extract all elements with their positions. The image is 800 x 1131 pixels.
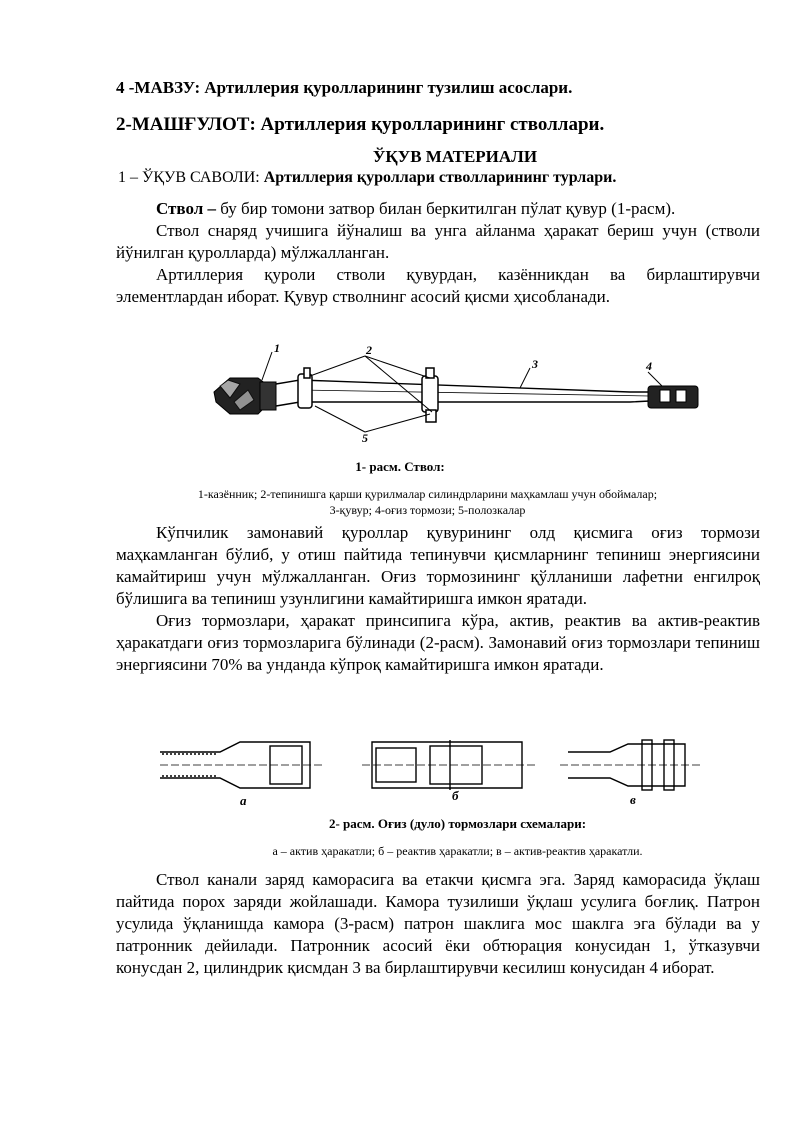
scheme-a [160, 742, 325, 788]
section-3 [116, 869, 760, 979]
recoil-clamps [298, 368, 438, 422]
barrel-tube [276, 380, 670, 406]
paragraph: Кўпчилик замонавий қуроллар қувурининг олд қисмига оғиз тормози маҳкамланган бўлиб, у отиш пайтида тепинувчи қисмларнинг тепиниш энергиясини камайтириш учун мўлжалланган. Оғиз тормозининг қўлланиши лафетни енгилроқ бўлишига ва тепиниш узунлигини камайтиришга имкон яратади. [116, 523, 760, 608]
paragraph: Ствол канали заряд каморасига ва етакчи қисмга эга. Заряд каморасида ўқлаш пайтида порох заряди жойлашади. Камора тузилиши ўқлаш усулига боғлиқ. Патрон усулида ўқланишда камора (3-расм) патрон шаклига мос шаклга эга бўлади ва у патронник дейилади. Патронник асосий ёки обтюрация конусидан 1, ўтказувчи конусдан 2, цилиндрик қисмдан 3 ва бирлаштирувчи кесилиш конусидан 4 иборат. [116, 870, 760, 977]
figure1-label: 5 [362, 431, 368, 445]
barrel-figure [200, 340, 720, 445]
question-title: Артиллерия қуроллари стволларининг турлари. [263, 169, 617, 186]
material-heading: ЎҚУВ МАТЕРИАЛИ [372, 147, 538, 166]
term: Ствол – [156, 199, 217, 218]
topic-heading: 4 -МАВЗУ: Артиллерия қуролларининг тузилиш асослари. [116, 78, 573, 97]
term-definition: бу бир томони затвор билан беркитилган пўлат қувур (1-расм). [216, 199, 676, 218]
scheme-c [560, 740, 700, 790]
muzzle-brake-schemes [150, 730, 710, 810]
breech-block [214, 378, 276, 414]
scheme-b [362, 740, 535, 790]
figure1-label: 4 [646, 359, 652, 373]
figure2-label: а [240, 793, 247, 808]
question-prefix: 1 – ЎҚУВ САВОЛИ: [118, 169, 264, 186]
figure2-legend: а – актив ҳаракатли; б – реактив ҳаракатли; в – актив-реактив ҳаракатли. [272, 844, 643, 858]
figure1-label: 3 [532, 357, 538, 371]
lesson-heading: 2-МАШҒУЛОТ: Артиллерия қуролларининг стволлари. [116, 114, 605, 135]
section-2 [116, 522, 760, 676]
figure2-label: б [452, 788, 459, 803]
paragraph: Артиллерия қуроли стволи қувурдан, казённикдан ва бирлаштирувчи элементлардан иборат. Қувур стволнинг асосий қисми ҳисобланади. [116, 265, 760, 306]
figure1-label: 2 [366, 343, 372, 357]
muzzle-brake [648, 386, 698, 408]
figure1-legend-line2: 3-қувур; 4-оғиз тормози; 5-полозкалар [329, 503, 526, 517]
question-heading [118, 169, 616, 187]
figure2-title: 2- расм. Оғиз (дуло) тормозлари схемалари: [328, 816, 587, 831]
figure1-label: 1 [274, 341, 280, 355]
section-1 [116, 198, 760, 308]
definition-paragraph [116, 198, 760, 220]
figure1-legend-line1: 1-казённик; 2-тепинишга қарши қурилмалар силиндрларини маҳкамлаш учун обоймалар; [197, 487, 658, 501]
paragraph: Оғиз тормозлари, ҳаракат принсипига кўра, актив, реактив ва актив-реактив ҳаракатдаги оғиз тормозларига бўлинади (2-расм). Замонавий оғиз тормозлари тепиниш энергиясини 70% ва унданда кўпроқ камайтиришга имкон яратади. [116, 611, 760, 674]
paragraph: Ствол снаряд учишига йўналиш ва унга айланма ҳаракат бериш учун (стволи йўнилган қуролларда) мўлжалланган. [116, 221, 760, 262]
figure2-label: в [630, 792, 636, 807]
figure1-title: 1- расм. Ствол: [355, 459, 445, 474]
